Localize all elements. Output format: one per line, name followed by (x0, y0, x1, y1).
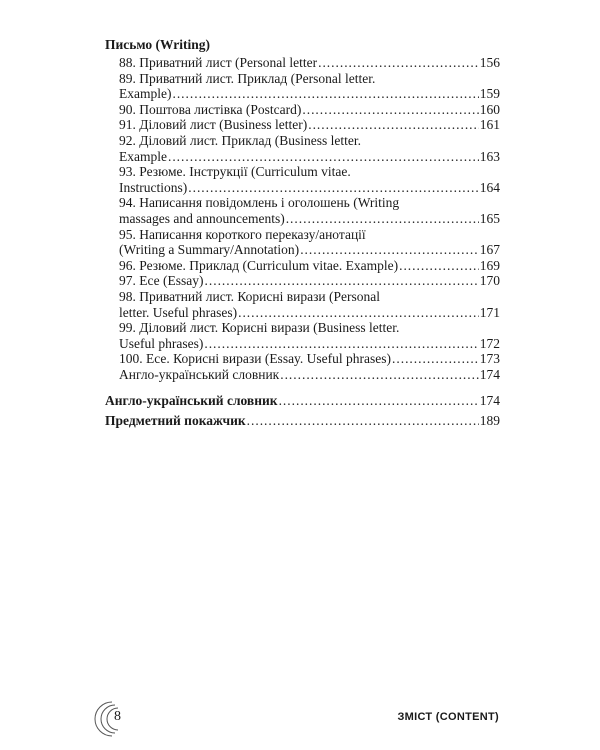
toc-entry (119, 195, 500, 226)
toc-entry-text: 96. Резюме. Приклад (Curriculum vitae. Example) (119, 257, 399, 273)
toc-entry-text: 100. Есе. Корисні вирази (Essay. Useful phrases) (119, 351, 392, 367)
dot-leader (300, 242, 479, 258)
toc-entry-page: 160 (479, 101, 500, 117)
dot-leader (286, 211, 479, 227)
dot-leader (205, 273, 479, 289)
toc-top-entry-page: 174 (479, 393, 500, 409)
page-number: 8 (114, 709, 121, 724)
toc-entry-page: 164 (479, 179, 500, 195)
toc-entry-text: 88. Приватний лист (Personal letter (119, 55, 318, 70)
dot-leader (308, 117, 479, 133)
dot-leader (392, 351, 479, 367)
toc-entry-text: Example) (119, 86, 172, 102)
toc-entry-text: Useful phrases) (119, 335, 204, 351)
toc-entry-text: 92. Діловий лист. Приклад (Business letter. (119, 132, 361, 148)
dot-leader (318, 55, 479, 71)
toc-entry-page: 173 (479, 351, 500, 367)
toc-entry-page: 156 (479, 55, 500, 70)
toc-top-entry (105, 392, 500, 409)
toc-top-entry (105, 412, 500, 429)
table-of-contents (105, 36, 500, 432)
toc-entry-text: 93. Резюме. Інструкції (Curriculum vitae. (119, 164, 351, 180)
toc-entry-page: 170 (479, 273, 500, 289)
toc-top-level-entries (105, 392, 500, 429)
dot-leader (399, 258, 479, 274)
toc-entry-text: Instructions) (119, 179, 188, 195)
dot-leader (172, 86, 478, 102)
toc-entry-text: 94. Написання повідомлень і оголошень (Writing (119, 195, 400, 211)
toc-entry-text: 97. Есе (Essay) (119, 273, 204, 289)
toc-entry (119, 55, 500, 71)
toc-entry (119, 367, 500, 383)
toc-entry-text: 95. Написання короткого переказу/анотації (119, 226, 366, 242)
running-title: ЗМІСТ (CONTENT) (397, 711, 499, 723)
toc-entry-page: 159 (479, 86, 500, 102)
toc-entry-page: 165 (479, 210, 500, 226)
toc-entry (119, 273, 500, 289)
toc-entry-text: 91. Діловий лист (Business letter) (119, 117, 308, 133)
toc-entry-text: Example (119, 148, 167, 164)
toc-top-entry-label: Англо-український словник (105, 393, 278, 409)
toc-entry-page: 167 (479, 242, 500, 258)
toc-entry (119, 351, 500, 367)
toc-entry-page: 171 (479, 304, 500, 320)
dot-leader (302, 102, 478, 118)
toc-entry-page: 161 (479, 117, 500, 133)
toc-entry-text: 99. Діловий лист. Корисні вирази (Business letter. (119, 320, 400, 336)
toc-entry-text: massages and announcements) (119, 210, 285, 226)
toc-entry-text: Англо-український словник (119, 366, 280, 382)
toc-entry (119, 320, 500, 351)
dot-leader (204, 336, 478, 352)
toc-entry-text: (Writing a Summary/Annotation) (119, 242, 300, 258)
dot-leader (279, 392, 479, 409)
toc-entry-text: 98. Приватний лист. Корисні вирази (Personal (119, 288, 381, 304)
toc-entry (119, 164, 500, 195)
toc-top-entry-page: 189 (479, 413, 500, 429)
toc-entry-page: 174 (479, 366, 500, 382)
toc-entry (119, 102, 500, 118)
toc-entry-text: letter. Useful phrases) (119, 304, 238, 320)
dot-leader (280, 367, 479, 383)
toc-entry (119, 117, 500, 133)
toc-entries (105, 55, 500, 382)
dot-leader (168, 149, 479, 165)
toc-entry-page: 172 (479, 335, 500, 351)
toc-entry-text: 90. Поштова листівка (Postcard) (119, 101, 302, 117)
toc-top-entry-label: Предметний покажчик (105, 413, 246, 429)
toc-entry (119, 227, 500, 258)
toc-entry-page: 163 (479, 148, 500, 164)
toc-entry (119, 71, 500, 102)
toc-entry (119, 289, 500, 320)
toc-entry (119, 258, 500, 274)
dot-leader (247, 412, 479, 429)
dot-leader (238, 305, 479, 321)
section-title: Письмо (Writing) (105, 37, 211, 52)
toc-entry (119, 133, 500, 164)
toc-entry-page: 169 (479, 257, 500, 273)
toc-entry-text: 89. Приватний лист. Приклад (Personal letter. (119, 70, 376, 86)
dot-leader (188, 180, 479, 196)
